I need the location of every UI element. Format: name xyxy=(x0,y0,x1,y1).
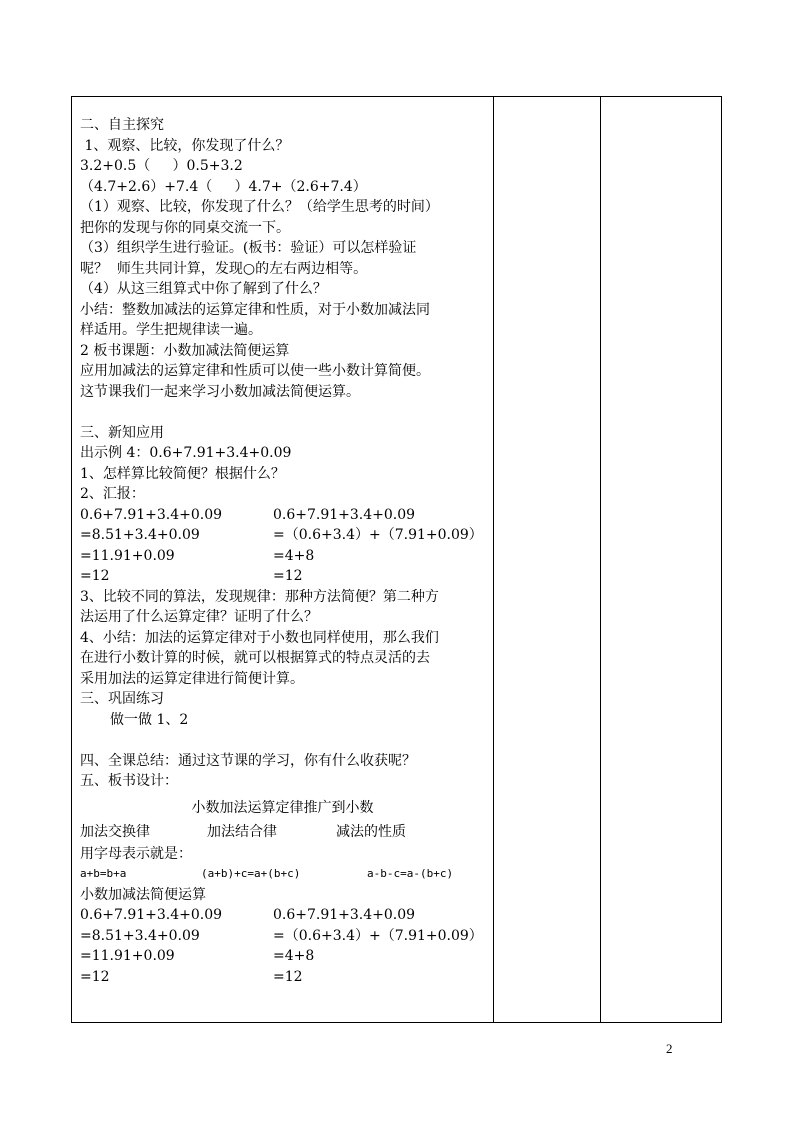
calc-right: =12 xyxy=(273,568,303,584)
calc-left: =11.91+0.09 xyxy=(80,948,175,964)
law-subtraction: 减法的性质 xyxy=(336,823,406,840)
calc-left: =11.91+0.09 xyxy=(80,547,175,564)
text-line: 应用加减法的运算定律和性质可以使一些小数计算简便。 xyxy=(80,363,430,379)
section-self-exploration xyxy=(80,115,485,402)
law-commutative: 加法交换律 xyxy=(80,823,150,840)
calc-left: 0.6+7.91+3.4+0.09 xyxy=(80,907,223,923)
text-line: 小结：整数加减法的运算定律和性质，对于小数加减法同 xyxy=(80,301,430,318)
text-line: 这节课我们一起来学习小数加减法简便运算。 xyxy=(80,383,360,400)
calc-right: =（0.6+3.4）+（7.91+0.09） xyxy=(273,527,483,543)
text-line: 在进行小数计算的时候，就可以根据算式的特点灵活的去 xyxy=(80,650,430,666)
section-summary xyxy=(80,751,485,792)
text-line: 出示例 4：0.6+7.91+3.4+0.09 xyxy=(80,445,292,461)
calc-row xyxy=(80,505,485,526)
calc-row xyxy=(80,525,485,546)
text-line: （3）组织学生进行验证。(板书：验证）可以怎样验证 xyxy=(80,240,417,256)
section-new-knowledge xyxy=(80,423,485,731)
text-line: 2、汇报： xyxy=(80,486,145,502)
board-calc-row xyxy=(80,905,485,926)
calc-right: 0.6+7.91+3.4+0.09 xyxy=(273,506,416,523)
text-line: 1、观察、比较，你发现了什么？ xyxy=(80,137,290,154)
text-line: 三、巩固练习 xyxy=(80,691,164,707)
formula-commutative: a+b=b+a xyxy=(80,867,127,880)
empty-cell-middle xyxy=(494,97,601,1023)
text-line: 2 板书课题：小数加减法简便运算 xyxy=(80,342,290,359)
empty-cell-right xyxy=(601,97,722,1023)
text-line: （4.7+2.6）+7.4（ ）4.7+（2.6+7.4） xyxy=(80,178,367,195)
calc-right: 0.6+7.91+3.4+0.09 xyxy=(273,907,416,923)
board-title: 小数加法运算定律推广到小数 xyxy=(191,799,374,816)
law-associative: 加法结合律 xyxy=(207,823,277,840)
text-line: 二、自主探究 xyxy=(80,117,164,133)
formula-row xyxy=(80,864,485,885)
spacer xyxy=(80,730,485,751)
text-line: 把你的发现与你的同桌交流一下。 xyxy=(80,219,290,236)
calc-row xyxy=(80,566,485,587)
text-line: （1）观察、比较，你发现了什么？（给学生思考的时间） xyxy=(80,199,439,215)
calc-right: =4+8 xyxy=(273,547,315,564)
calc-row xyxy=(80,546,485,567)
text-line: 五、板书设计： xyxy=(80,773,178,789)
letters-intro: 用字母表示就是： xyxy=(80,845,192,862)
text-line: 4、小结：加法的运算定律对于小数也同样使用，那么我们 xyxy=(80,629,439,646)
text-line: 采用加法的运算定律进行简便计算。 xyxy=(80,670,304,687)
calc-left: =12 xyxy=(80,968,110,985)
calc-left: =8.51+3.4+0.09 xyxy=(80,927,200,944)
text-line: 3.2+0.5（ ）0.5+3.2 xyxy=(80,158,243,174)
board-calc-row xyxy=(80,967,485,988)
formula-associative: (a+b)+c=a+(b+c) xyxy=(201,867,301,880)
calculation-steps xyxy=(80,505,485,587)
board-design xyxy=(80,792,485,988)
spacer xyxy=(80,402,485,423)
lesson-plan-table xyxy=(71,96,722,1023)
board-calc-row xyxy=(80,946,485,967)
calc-left: =12 xyxy=(80,568,110,584)
calc-left: 0.6+7.91+3.4+0.09 xyxy=(80,506,223,523)
text-line: 1、怎样算比较简便？根据什么？ xyxy=(80,465,285,482)
practice-line: 做一做 1、2 xyxy=(110,711,189,728)
formula-subtraction: a-b-c=a-(b+c) xyxy=(367,867,454,880)
calc-right: =4+8 xyxy=(273,948,315,964)
text-line: 呢？ 师生共同计算，发现○的左右两边相等。 xyxy=(80,260,368,277)
text-line: 3、比较不同的算法，发现规律：那种方法简便？第二种方 xyxy=(80,588,439,605)
calc-right: =12 xyxy=(273,968,303,985)
text-line: 三、新知应用 xyxy=(80,424,164,441)
laws-row xyxy=(80,822,485,844)
board-calculation xyxy=(80,905,485,987)
page-number: 2 xyxy=(666,1041,673,1056)
text-line: 法运用了什么运算定律？证明了什么？ xyxy=(80,609,318,625)
board-subtitle: 小数加减法简便运算 xyxy=(80,886,206,903)
calc-left: =8.51+3.4+0.09 xyxy=(80,527,200,543)
text-line: 样适用。学生把规律读一遍。 xyxy=(80,322,262,338)
board-calc-row xyxy=(80,926,485,947)
text-line: （4）从这三组算式中你了解到了什么？ xyxy=(80,281,327,297)
text-line: 四、全课总结：通过这节课的学习，你有什么收获呢？ xyxy=(80,752,416,769)
content-cell xyxy=(72,97,494,1023)
calc-right: =（0.6+3.4）+（7.91+0.09） xyxy=(273,927,483,944)
lesson-content xyxy=(72,97,493,987)
